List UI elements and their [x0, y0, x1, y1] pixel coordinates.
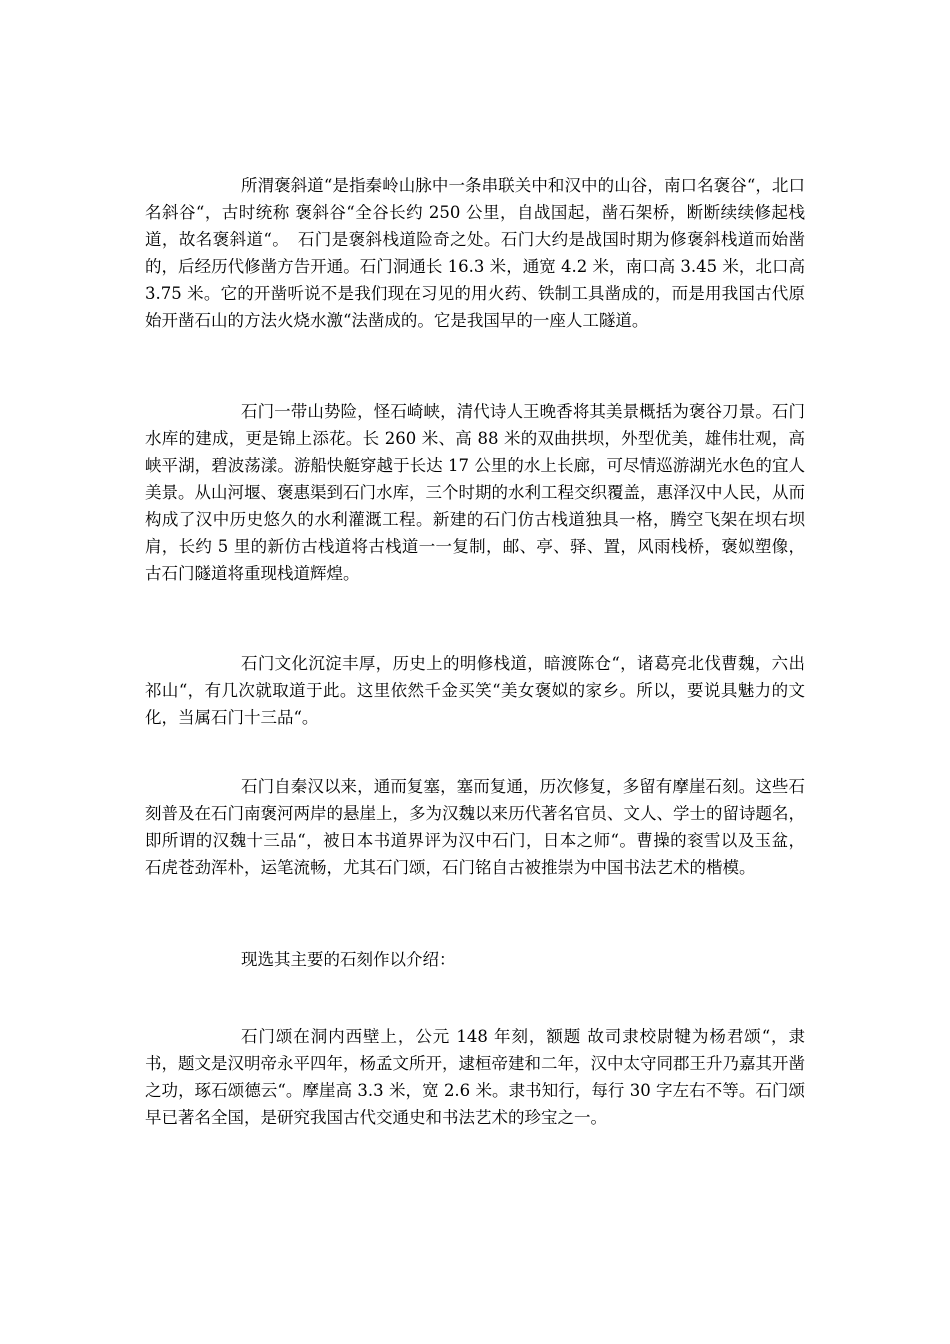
paragraph-baoxie-road: 所渭褒斜道“是指秦岭山脉中一条串联关中和汉中的山谷，南口名褒谷“，北口名斜谷“，古时统称 褒斜谷“全谷长约 250 公里，自战国起，凿石架桥，断断续续修起栈道，故名褒斜道“。 石门是褒斜栈道险奇之处。石门大约是战国时期为修褒斜栈道而始凿的，后经历代修凿方告开通。石门洞通长 16.3 米，通宽 4.2 米，南口高 3.45 米，北口高 3.75 米。它的开凿听说不是我们现在习见的用火药、铁制工具凿成的，而是用我国古代原始开凿石山的方法火烧水激“法凿成的。它是我国早的一座人工隧道。 — [145, 176, 805, 330]
paragraph-shimen-scenery: 石门一带山势险，怪石崎峡，清代诗人王晚香将其美景概括为褒谷刀景。石门水库的建成，更是锦上添花。长 260 米、高 88 米的双曲拱坝，外型优美，雄伟壮观，高峡平湖，碧波荡漾。游船快艇穿越于长达 17 公里的水上长廊，可尽情巡游湖光水色的宜人美景。从山河堰、褒惠渠到石门水库，三个时期的水利工程交织覆盖，惠泽汉中人民，从而构成了汉中历史悠久的水利灌溉工程。新建的石门仿古栈道独具一格，腾空飞架在坝右坝肩，长约 5 里的新仿古栈道将古栈道一一复制，邮、亭、驿、置，风雨栈桥，褒姒塑像，古石门隧道将重现栈道辉煌。 — [145, 402, 805, 583]
paragraph-shimen-culture: 石门文化沉淀丰厚，历史上的明修栈道，暗渡陈仓“，诸葛亮北伐曹魏，六出祁山“，有几次就取道于此。这里依然千金买笑“美女褒姒的家乡。所以，要说具魅力的文化，当属石门十三品“。 — [145, 654, 805, 727]
paragraph-introduction: 现选其主要的石刻作以介绍： — [241, 950, 456, 969]
paragraph-shimen-song: 石门颂在洞内西壁上，公元 148 年刻，额题 故司隶校尉犍为杨君颂“，隶书，题文是汉明帝永平四年，杨孟文所开，逮桓帝建和二年，汉中太守同郡王升乃嘉其开凿之功，琢石颂德云“。摩崖高 3.3 米，宽 2.6 米。隶书知行，每行 30 字左右不等。石门颂早已著名全国，是研究我国古代交通史和书法艺术的珍宝之一。 — [145, 1027, 805, 1127]
paragraph-cliff-inscriptions: 石门自秦汉以来，通而复塞，塞而复通，历次修复，多留有摩崖石刻。这些石刻普及在石门南褒河两岸的悬崖上，多为汉魏以来历代著名官员、文人、学士的留诗题名，即所谓的汉魏十三品“，被日本书道界评为汉中石门，日本之师“。曹操的衮雪以及玉盆，石虎苍劲浑朴，运笔流畅，尤其石门颂，石门铭自古被推崇为中国书法艺术的楷模。 — [145, 777, 805, 877]
